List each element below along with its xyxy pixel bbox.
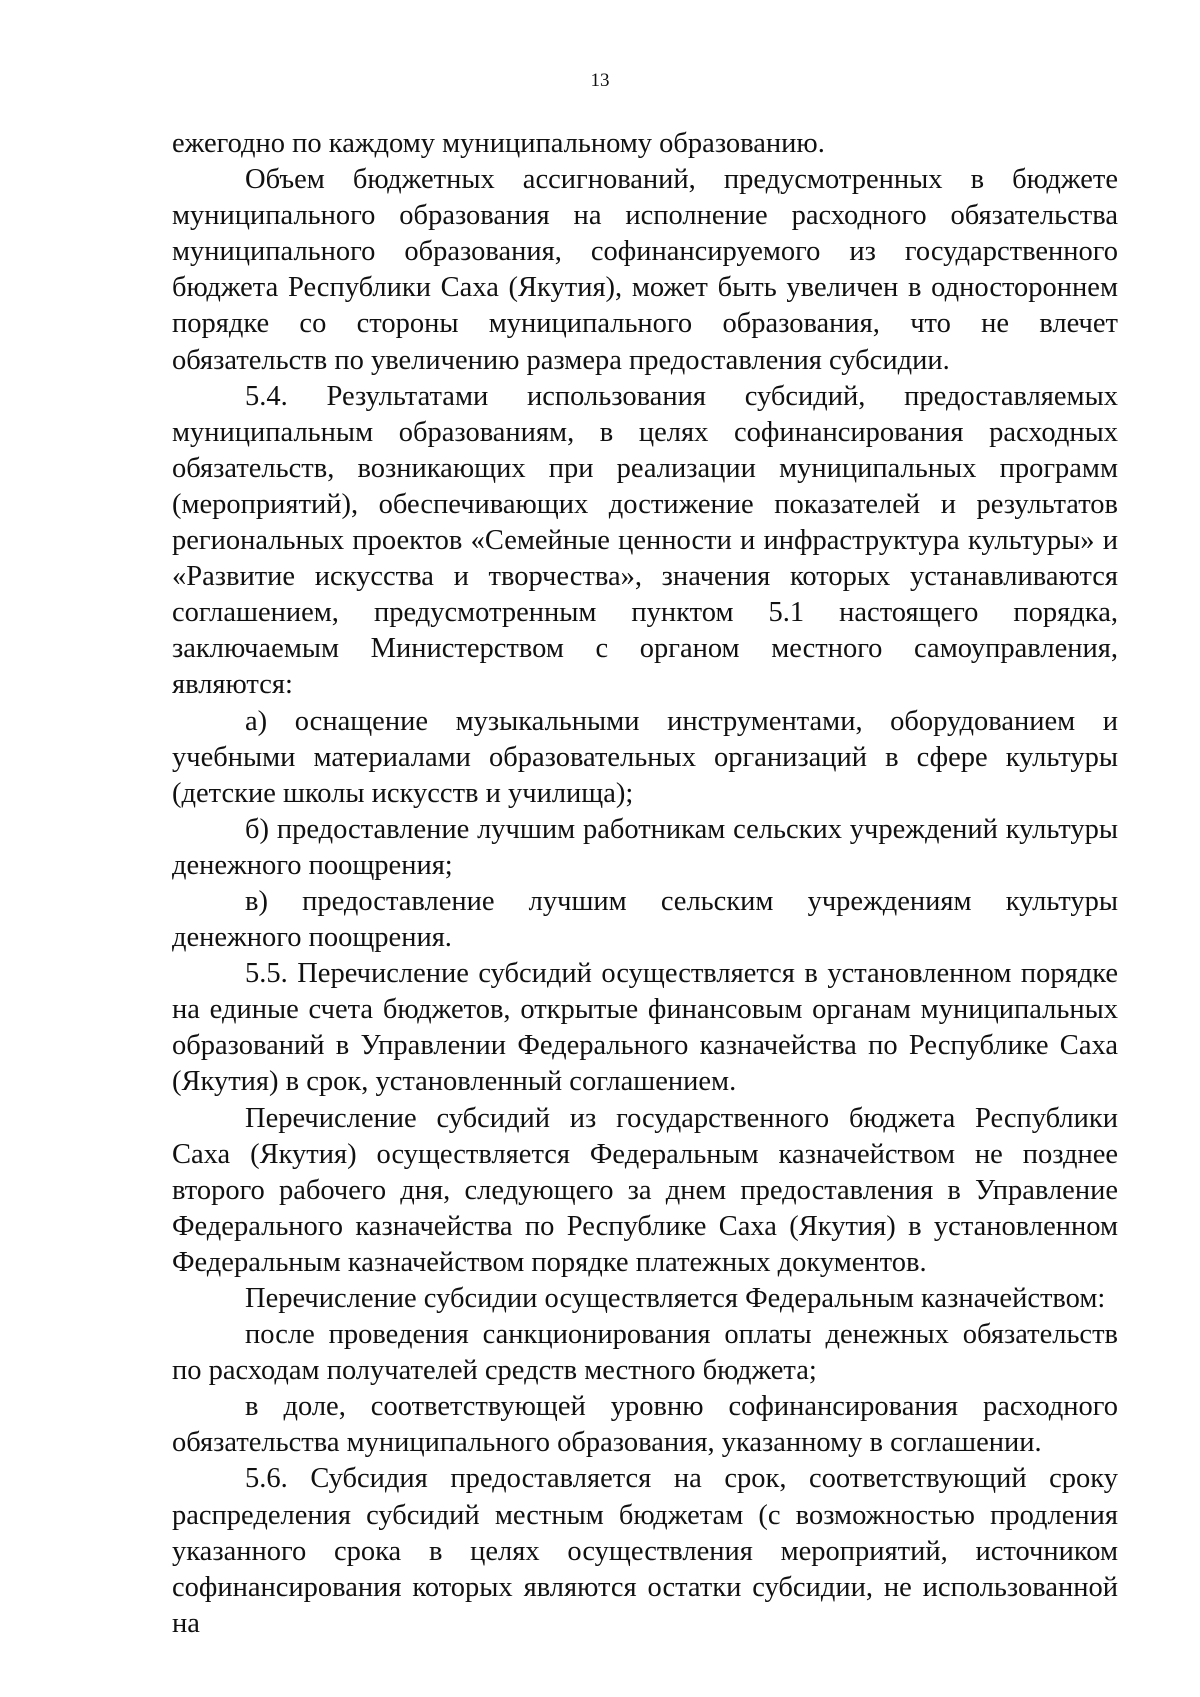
- paragraph-transfer-condition-2: в доле, соответствующей уровню софинансирования расходного обязательства муниципального образования, указанному в соглашении.: [172, 1391, 1118, 1459]
- paragraph-transfer-condition-1: после проведения санкционирования оплаты денежных обязательств по расходам получателей средств местного бюджета;: [172, 1319, 1118, 1387]
- list-item-b: б) предоставление лучшим работникам сельских учреждений культуры денежного поощрения;: [172, 813, 1118, 881]
- paragraph-transfer-intro: Перечисление субсидии осуществляется Федеральным казначейством:: [245, 1283, 1106, 1314]
- document-body: [172, 126, 1118, 1642]
- paragraph-budget-allocation: Объем бюджетных ассигнований, предусмотренных в бюджете муниципального образования на исполнение расходного обязательства муниципального образования, софинансируемого из государственного бюджета Республики Саха (Якутия), может быть увеличен в одностороннем порядке со стороны муниципального образования, что не влечет обязательств по увеличению размера предоставления субсидии.: [172, 164, 1118, 376]
- list-item-a: а) оснащение музыкальными инструментами, оборудованием и учебными материалами образовательных организаций в сфере культуры (детские школы искусств и училища);: [172, 705, 1118, 809]
- paragraph-continuation: ежегодно по каждому муниципальному образованию.: [172, 128, 825, 159]
- list-item-v: в) предоставление лучшим сельским учреждениям культуры денежного поощрения.: [172, 885, 1118, 954]
- page-number: 13: [590, 70, 610, 91]
- paragraph-5-6: 5.6. Субсидия предоставляется на срок, соответствующий сроку распределения субсидий местным бюджетам (с возможностью продления указанного срока в целях осуществления мероприятий, источником софинансирования которых являются остатки субсидии, не использованной на: [172, 1463, 1118, 1639]
- paragraph-transfer-terms: Перечисление субсидий из государственного бюджета Республики Саха (Якутия) осуществляется Федеральным казначейством не позднее второго рабочего дня, следующего за днем предоставления в Управление Федерального казначейства по Республике Саха (Якутия) в установленном Федеральным казначейством порядке платежных документов.: [172, 1102, 1118, 1278]
- paragraph-5-4: 5.4. Результатами использования субсидий, предоставляемых муниципальным образованиям, в целях софинансирования расходных обязательств, возникающих при реализации муниципальных программ (мероприятий), обеспечивающих достижение показателей и результатов региональных проектов «Семейные ценности и инфраструктура культуры» и «Развитие искусства и творчества», значения которых устанавливаются соглашением, предусмотренным пунктом 5.1 настоящего порядка, заключаемым Министерством с органом местного самоуправления, являются:: [172, 380, 1118, 701]
- paragraph-5-5: 5.5. Перечисление субсидий осуществляется в установленном порядке на единые счета бюджетов, открытые финансовым органам муниципальных образований в Управлении Федерального казначейства по Республике Саха (Якутия) в срок, установленный соглашением.: [172, 958, 1118, 1098]
